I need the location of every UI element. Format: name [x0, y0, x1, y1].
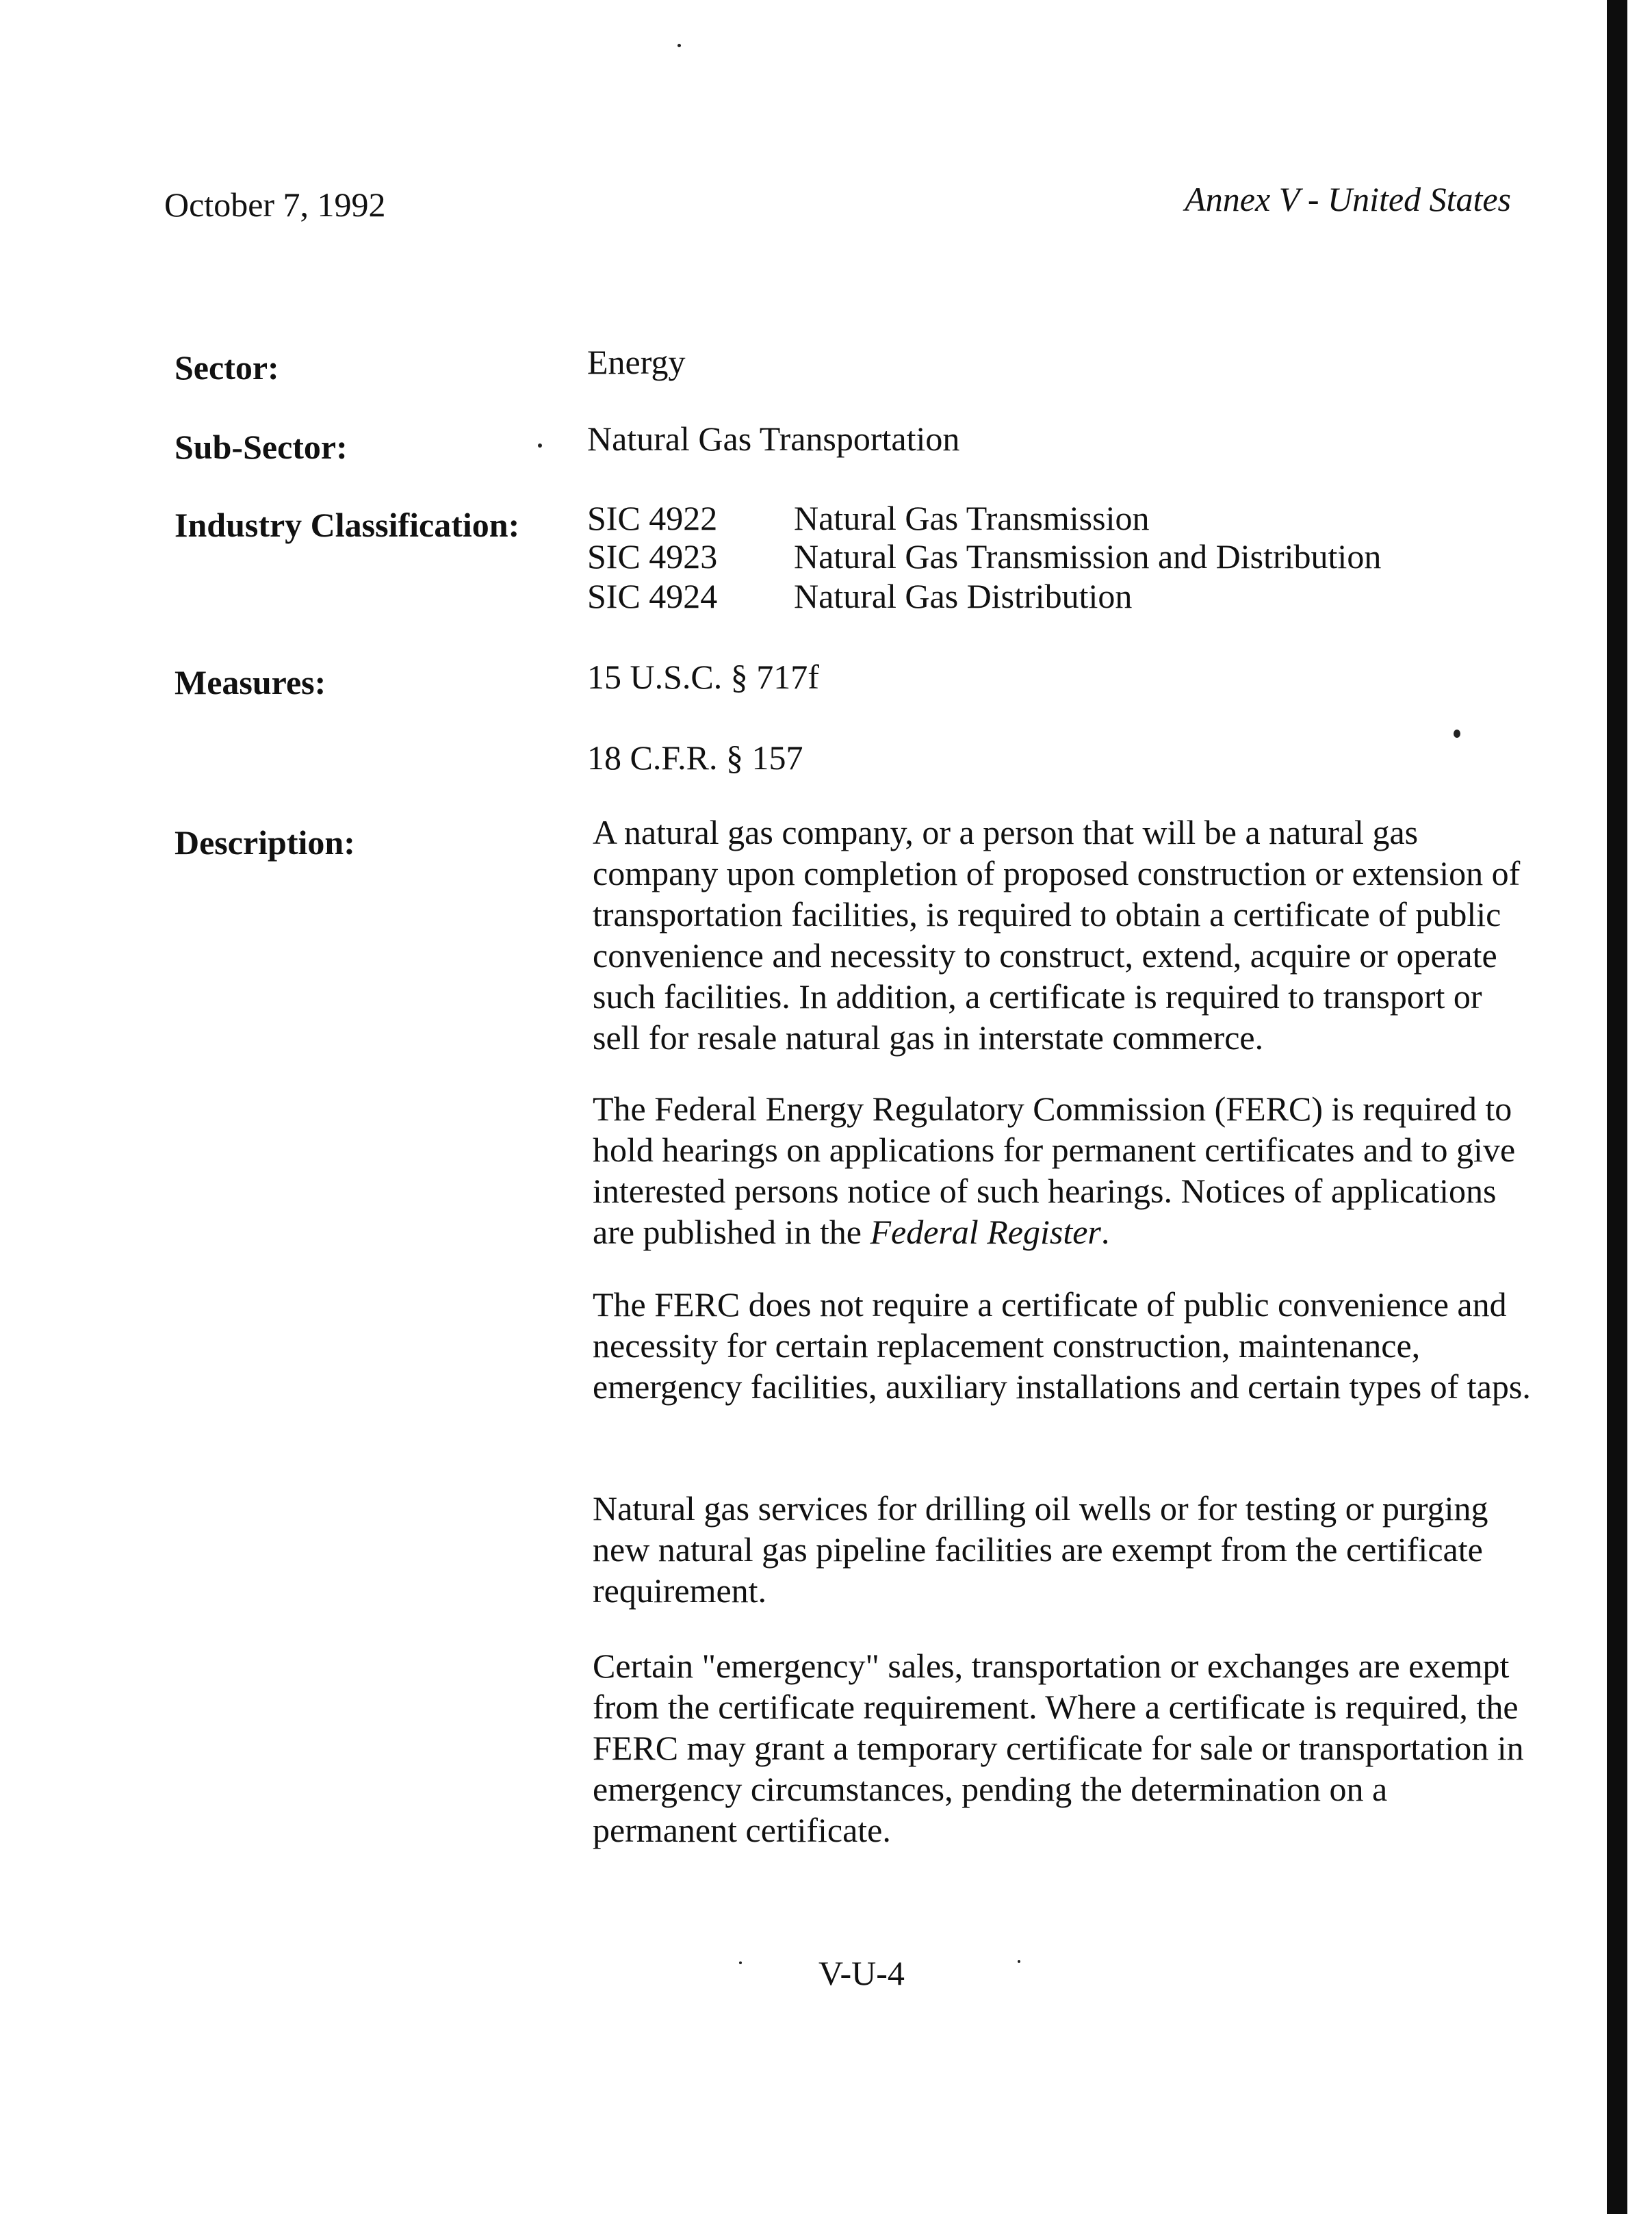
scan-speck [1454, 730, 1460, 738]
sic-code: SIC 4923 [587, 537, 718, 576]
description-paragraph: A natural gas company, or a person that will be a natural gas company upon completion of proposed construction or extension of transportation facilities, is required to obtain a certificate of public convenience and necessity to construct, extend, acquire or operate such facilities. In addition, a certificate is required to transport or sell for resale natural gas in interstate commerce. [593, 813, 1521, 1057]
sic-name: Natural Gas Transmission and Distribution [794, 537, 1382, 576]
description-label: Description: [175, 823, 355, 862]
sic-name: Natural Gas Distribution [794, 577, 1133, 615]
description-paragraph: The FERC does not require a certificate of public convenience and necessity for certain replacement construction, maintenance, emergency facilities, auxiliary installations and certain types of taps. [593, 1285, 1531, 1406]
scan-speck [739, 1961, 742, 1964]
sector-value: Energy [587, 343, 686, 381]
sub-sector-label: Sub-Sector: [175, 428, 348, 466]
scan-speck [538, 443, 542, 448]
sic-row [587, 576, 1132, 616]
page-number: V-U-4 [818, 1954, 905, 1992]
scanned-page-edge [1607, 0, 1627, 2214]
sub-sector-value: Natural Gas Transportation [587, 420, 960, 458]
federal-register-title: Federal Register [870, 1213, 1101, 1251]
sic-row [587, 537, 1381, 576]
industry-classification-label: Industry Classification: [175, 506, 520, 544]
scan-speck [677, 44, 681, 47]
document-date: October 7, 1992 [164, 185, 386, 224]
description-paragraph: Natural gas services for drilling oil wells or for testing or purging new natural gas pipeline facilities are exempt from the certificate requirement. [593, 1489, 1488, 1610]
scan-speck [1018, 1960, 1020, 1963]
sic-row [587, 498, 1149, 538]
sic-name: Natural Gas Transmission [794, 499, 1150, 537]
sentence-end: . [1100, 1213, 1110, 1251]
description-paragraph [593, 1088, 1537, 1252]
annex-title: Annex V - United States [1185, 180, 1511, 218]
measures-label: Measures: [175, 663, 326, 701]
sic-code: SIC 4922 [587, 499, 718, 537]
description-paragraph: Certain "emergency" sales, transportation or exchanges are exempt from the certificate requirement. Where a certificate is required, the FERC may grant a temporary certificate for sale or transportation in emergency circumstances, pending the determination on a permanent certificate. [593, 1647, 1524, 1849]
measure-item: 18 C.F.R. § 157 [587, 738, 803, 777]
measure-item: 15 U.S.C. § 717f [587, 658, 819, 696]
sector-label: Sector: [175, 348, 279, 387]
description-text: The Federal Energy Regulatory Commission (FERC) is required to hold hearings on applications for permanent certificates and to give interested persons notice of such hearings. Notices of applications are published in the [593, 1090, 1516, 1251]
sic-code: SIC 4924 [587, 577, 718, 615]
